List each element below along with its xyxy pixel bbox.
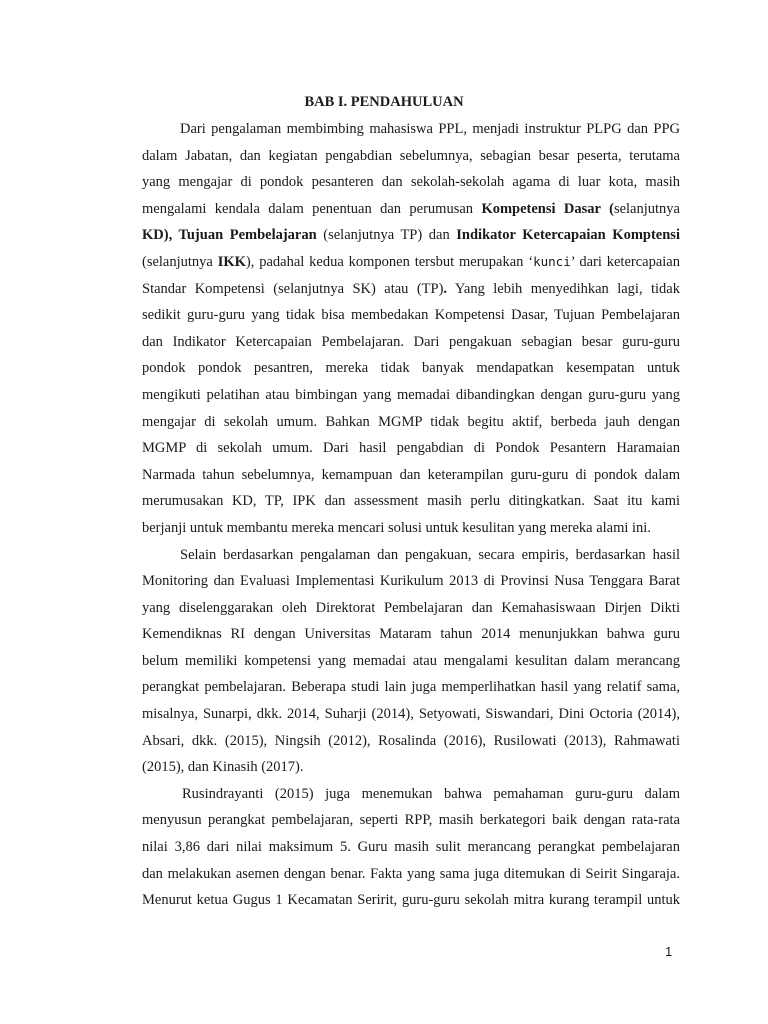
text-run: perangkat pembelajaran. Beberapa studi lain juga memperlihatkan hasil yang relatif sama, [142, 679, 680, 696]
text-line [142, 143, 680, 170]
text-line [142, 222, 680, 249]
text-line [142, 542, 680, 569]
text-run: mengalami kendala dalam penentuan dan perumusan [142, 200, 482, 217]
text-line [142, 701, 680, 728]
text-run: sedikit guru-guru yang tidak bisa membedakan Kompetensi Dasar, Tujuan Pembelajaran [142, 307, 680, 324]
text-line [142, 887, 680, 914]
text-line [142, 595, 680, 622]
body-text [142, 116, 680, 914]
text-line [142, 462, 680, 489]
text-line [142, 781, 680, 808]
text-line [142, 834, 680, 861]
text-run: selanjutnya [613, 200, 680, 217]
text-run: belum memiliki kompetensi yang memadai atau mengalami kesulitan dalam merancang [142, 652, 680, 669]
text-line [142, 621, 680, 648]
text-run: berjanji untuk membantu mereka mencari solusi untuk kesulitan yang mereka alami ini. [142, 519, 651, 536]
text-run: Menurut ketua Gugus 1 Kecamatan Seririt, guru-guru sekolah mitra kurang terampil untuk [142, 892, 680, 909]
text-run: menyusun perangkat pembelajaran, seperti RPP, masih berkategori baik dengan rata-rata [142, 812, 680, 829]
text-run: dan melakukan asemen dengan benar. Fakta yang sama juga ditemukan di Seirit Singaraja. [142, 865, 680, 882]
text-line [142, 515, 680, 542]
bold-term: . [443, 280, 448, 297]
text-run: Dari pengalaman membimbing mahasiswa PPL, menjadi instruktur PLPG dan PPG [180, 121, 680, 137]
text-run: (selanjutnya TP) dan [316, 227, 457, 244]
text-run: Rusindrayanti (2015) juga menemukan bahwa pemahaman guru-guru dalam [182, 785, 680, 802]
text-run: Monitoring dan Evaluasi Implementasi Kurikulum 2013 di Provinsi Nusa Tenggara Barat [142, 573, 680, 590]
text-run: ), padahal kedua komponen tersbut merupakan ‘ [245, 253, 534, 270]
text-run: Standar Kompetensi (selanjutnya SK) atau (TP) [142, 280, 444, 297]
text-run: mengajar di sekolah umum. Bahkan MGMP tidak begitu aktif, berbeda jauh dengan [142, 413, 680, 430]
quoted-term: kunci [533, 253, 571, 269]
text-run: Absari, dkk. (2015), Ningsih (2012), Rosalinda (2016), Rusilowati (2013), Rahmawati [142, 732, 680, 749]
text-line [142, 488, 680, 515]
text-run: Narmada tahun sebelumnya, kemampuan dan keterampilan guru-guru di pondok dalam [142, 466, 680, 483]
text-run: ’ dari ketercapaian [570, 253, 680, 270]
text-line [142, 196, 680, 223]
text-run: mengikuti pelatihan atau bimbingan yang memadai dibandingkan dengan guru-guru yang [142, 386, 680, 403]
text-line [142, 249, 680, 276]
bold-term: Indikator Ketercapaian Komptensi [456, 227, 680, 244]
text-line [142, 409, 680, 436]
text-run: MGMP di sekolah umum. Dari hasil pengabdian di Pondok Pesantern Haramaian [142, 440, 680, 457]
text-run: nilai 3,86 dari nilai maksimum 5. Guru masih sulit merancang perangkat pembelajaran [142, 839, 680, 856]
text-line [142, 329, 680, 356]
text-line [142, 302, 680, 329]
bold-term: Kompetensi Dasar ( [481, 200, 614, 217]
text-line [142, 435, 680, 462]
text-line [142, 728, 680, 755]
text-run: Kemendiknas RI dengan Universitas Mataram tahun 2014 menunjukkan bahwa guru [142, 626, 680, 643]
text-run: pondok pondok pesantren, mereka tidak banyak mendapatkan kesempatan untuk [142, 360, 680, 377]
text-line [142, 861, 680, 888]
text-run: Yang lebih menyedihkan lagi, tidak [447, 280, 680, 297]
text-run: misalnya, Sunarpi, dkk. 2014, Suharji (2014), Setyowati, Siswandari, Dini Octoria (2014), [142, 706, 680, 723]
text-line [142, 116, 680, 143]
text-run: dan Indikator Ketercapaian Pembelajaran. Dari pengakuan sebagian besar guru-guru [142, 333, 680, 350]
text-line [142, 568, 680, 595]
text-run: dalam Jabatan, dan kegiatan pengabdian sebelumnya, sebagian besar peserta, terutama [142, 147, 680, 164]
text-line [142, 674, 680, 701]
text-line [142, 382, 680, 409]
text-line [142, 355, 680, 382]
bold-term: IKK [217, 253, 246, 270]
page-number: 1 [665, 944, 673, 959]
text-line [142, 169, 680, 196]
text-run: Selain berdasarkan pengalaman dan pengakuan, secara empiris, berdasarkan hasil [180, 546, 680, 563]
chapter-title: BAB I. PENDAHULUAN [304, 94, 464, 110]
text-run: (selanjutnya [142, 253, 218, 270]
text-run: yang mengajar di pondok pesanteren dan sekolah-sekolah agama di luar kota, masih [142, 174, 680, 191]
text-line [142, 648, 680, 675]
text-line [142, 754, 680, 781]
text-line [142, 276, 680, 303]
text-run: merumusakan KD, TP, IPK dan assessment masih perlu ditingkatkan. Saat itu kami [142, 493, 680, 510]
text-line [142, 807, 680, 834]
bold-term: KD), Tujuan Pembelajaran [142, 227, 317, 244]
text-run: (2015), dan Kinasih (2017). [142, 759, 304, 776]
text-run: yang diselenggarakan oleh Direktorat Pembelajaran dan Kemahasiswaan Dirjen Dikti [142, 599, 680, 616]
